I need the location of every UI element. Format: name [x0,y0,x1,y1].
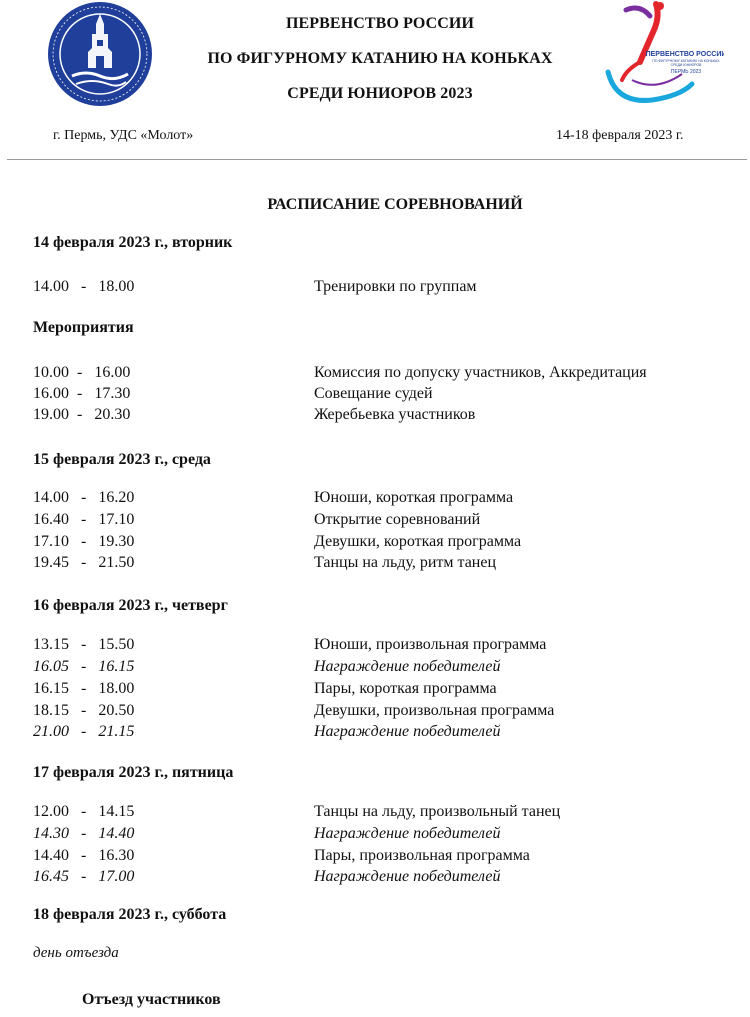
row-time: 16.05 - 16.15 [33,658,135,675]
day-heading: 18 февраля 2023 г., суббота [33,906,227,923]
day-heading: 15 февраля 2023 г., среда [33,451,211,468]
skater-logo-icon [596,0,724,112]
row-time: 16.45 - 17.00 [33,868,135,885]
row-event: Юноши, произвольная программа [314,636,547,653]
schedule-row [33,406,733,428]
schedule-row [33,385,733,407]
row-event: Награждение победителей [314,723,501,740]
row-time: 19.45 - 21.50 [33,554,135,571]
row-event: Совещание судей [314,385,433,402]
row-time: 14.30 - 14.40 [33,825,135,842]
row-event: Жеребьевка участников [314,406,476,423]
row-time: 14.40 - 16.30 [33,847,135,864]
schedule-row-award [33,723,733,745]
title-line-1: ПЕРВЕНСТВО РОССИИ [285,15,475,32]
logo-sub-text-2: СРЕДИ ЮНИОРОВ [670,63,702,67]
row-time: 16.00 - 17.30 [33,385,131,402]
schedule-row-award [33,825,733,847]
row-event: Награждение победителей [314,868,501,885]
row-event: Открытие соревнований [314,511,481,528]
day-heading: 14 февраля 2023 г., вторник [33,234,233,251]
row-event: Пары, короткая программа [314,680,497,697]
schedule-row-award [33,658,733,680]
day-heading: Мероприятия [33,319,134,336]
row-event: Девушки, произвольная программа [314,702,555,719]
row-time: 21.00 - 21.15 [33,723,135,740]
schedule-row [33,489,733,511]
logo-sub-text: ПО ФИГУРНОМУ КАТАНИЮ НА КОНЬКАХ [652,59,720,63]
logo-city-text: ПЕРМЬ 2023 [670,69,702,75]
row-event: Награждение победителей [314,825,501,842]
row-time: 14.00 - 16.20 [33,489,135,506]
schedule-row [33,511,733,533]
title-line-3: СРЕДИ ЮНИОРОВ 2023 [287,85,473,102]
row-event: Танцы на льду, произвольный танец [314,803,561,820]
row-event: Юноши, короткая программа [314,489,514,506]
schedule-row [33,554,733,576]
row-time: 17.10 - 19.30 [33,533,135,550]
row-time: 12.00 - 14.15 [33,803,135,820]
row-event: Тренировки по группам [314,278,477,295]
title-line-2: ПО ФИГУРНОМУ КАТАНИЮ НА КОНЬКАХ [207,50,553,67]
schedule-row [33,364,733,386]
document-title [160,12,600,117]
schedule-row-award [33,868,733,890]
row-time: 14.00 - 18.00 [33,278,135,295]
departure-label: Отъезд участников [82,991,221,1008]
day-heading: 17 февраля 2023 г., пятница [33,764,234,781]
logo-title-text: ПЕРВЕНСТВО РОССИИ [645,51,724,58]
schedule-row [33,680,733,702]
schedule-row [33,533,733,555]
schedule-row [33,702,733,724]
schedule-row [33,636,733,658]
row-time: 10.00 - 16.00 [33,364,131,381]
departure-day-note: день отъезда [33,945,119,961]
day-heading: 16 февраля 2023 г., четверг [33,597,228,614]
schedule-row [33,278,733,300]
federation-emblem-logo [46,0,154,108]
event-dates-text: 14-18 февраля 2023 г. [556,128,684,143]
row-event: Танцы на льду, ритм танец [314,554,497,571]
federation-emblem-icon [46,0,154,108]
venue-text: г. Пермь, УДС «Молот» [53,128,194,143]
row-event: Девушки, короткая программа [314,533,522,550]
championship-logo [596,0,724,112]
row-time: 19.00 - 20.30 [33,406,131,423]
row-event: Комиссия по допуску участников, Аккредитация [314,364,647,381]
row-event: Пары, произвольная программа [314,847,530,864]
row-time: 13.15 - 15.50 [33,636,135,653]
row-time: 18.15 - 20.50 [33,702,135,719]
schedule-row [33,847,733,869]
schedule-title: РАСПИСАНИЕ СОРЕВНОВАНИЙ [267,196,523,213]
row-event: Награждение победителей [314,658,501,675]
header-divider [7,159,747,160]
schedule-row [33,803,733,825]
row-time: 16.15 - 18.00 [33,680,135,697]
row-time: 16.40 - 17.10 [33,511,135,528]
